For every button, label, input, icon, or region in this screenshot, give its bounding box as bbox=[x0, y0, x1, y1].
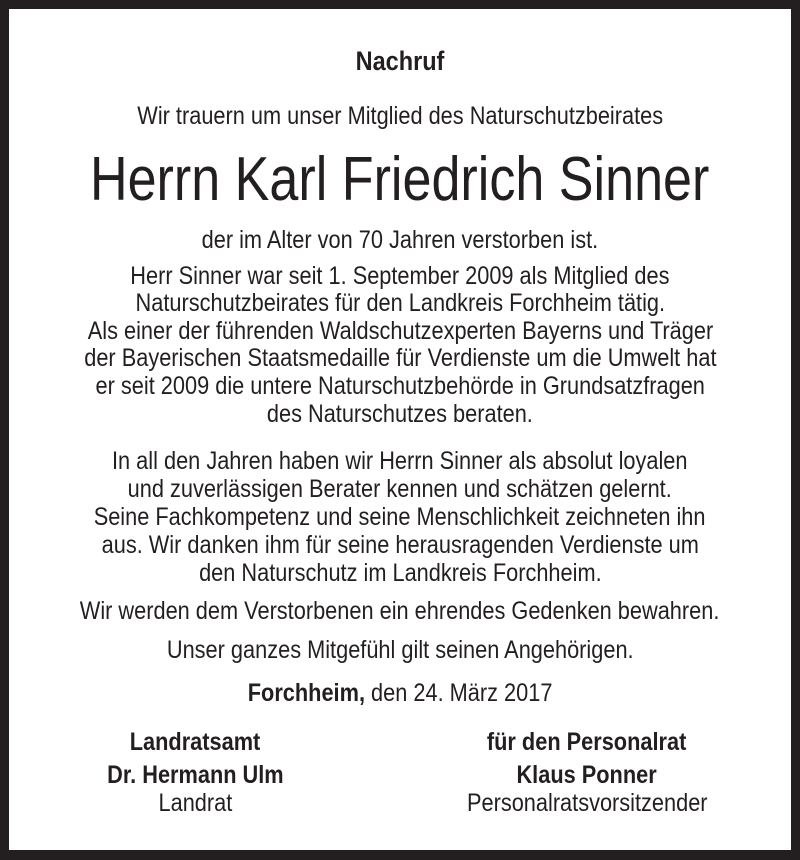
signature-right-role: Personalratsvorsitzender bbox=[466, 789, 708, 817]
text-line: In all den Jahren haben wir Herrn Sinner als absolut loyalen bbox=[112, 447, 688, 475]
text-line: den Naturschutz im Landkreis Forchheim. bbox=[198, 559, 602, 587]
signature-right-person: Klaus Ponner bbox=[516, 761, 658, 789]
text-line: und zuverlässigen Berater kennen und schätzen gelernt. bbox=[127, 475, 673, 503]
text-line: Herr Sinner war seit 1. September 2009 als Mitglied des bbox=[130, 262, 670, 290]
text-line: des Naturschutzes beraten. bbox=[266, 400, 533, 428]
text-line: Als einer der führenden Waldschutzexperten Bayerns und Träger bbox=[87, 317, 713, 345]
text-line: Wir werden dem Verstorbenen ein ehrendes Gedenken bewahren. bbox=[80, 597, 720, 625]
text-line: Naturschutzbeirates für den Landkreis Forchheim tätig. bbox=[135, 289, 665, 317]
signature-left-role: Landrat bbox=[158, 789, 232, 817]
text-line: aus. Wir danken ihm für seine herausragenden Verdienste um bbox=[101, 531, 699, 559]
place: Forchheim, bbox=[247, 679, 365, 707]
text-line: der im Alter von 70 Jahren verstorben ist. bbox=[201, 226, 599, 254]
date: den 24. März 2017 bbox=[370, 679, 553, 707]
text-line: Unser ganzes Mitgefühl gilt seinen Angehörigen. bbox=[166, 636, 634, 664]
signature-left-person: Dr. Hermann Ulm bbox=[106, 761, 284, 789]
place-date bbox=[0, 679, 800, 707]
signature-right-org: für den Personalrat bbox=[487, 728, 687, 756]
text-line: er seit 2009 die untere Naturschutzbehörde in Grundsatzfragen bbox=[95, 372, 705, 400]
notice-title: Nachruf bbox=[355, 46, 445, 76]
deceased-name: Herrn Karl Friedrich Sinner bbox=[90, 145, 710, 214]
text-line: der Bayerischen Staatsmedaille für Verdienste um die Umwelt hat bbox=[83, 344, 717, 372]
text-line: Seine Fachkompetenz und seine Menschlichkeit zeichneten ihn bbox=[94, 503, 706, 531]
signature-left-org: Landratsamt bbox=[129, 728, 261, 756]
intro-line: Wir trauern um unser Mitglied des Naturschutzbeirates bbox=[137, 102, 663, 130]
obituary-notice bbox=[9, 9, 791, 850]
